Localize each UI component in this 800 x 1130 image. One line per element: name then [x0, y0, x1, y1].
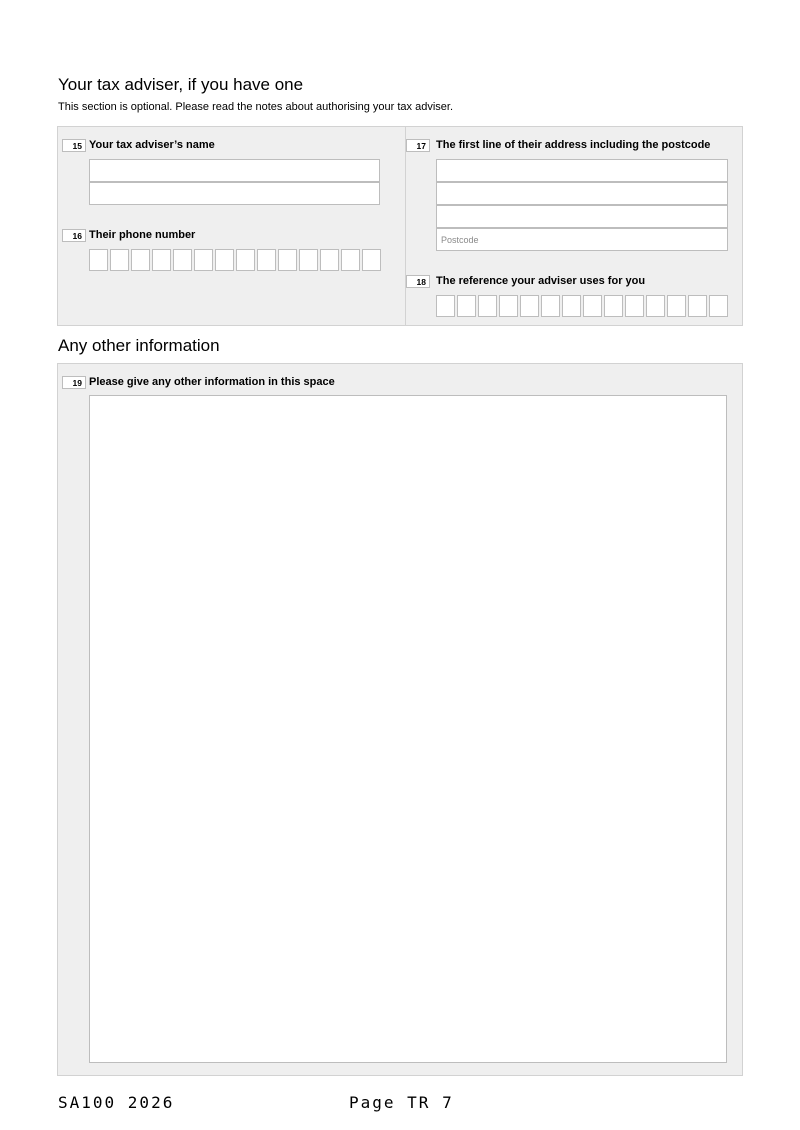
other-information-textarea[interactable] [89, 395, 727, 1063]
phone-digit-box[interactable] [173, 249, 192, 271]
section-title-tax-adviser: Your tax adviser, if you have one [58, 75, 304, 94]
phone-digit-box[interactable] [194, 249, 213, 271]
reference-char-box[interactable] [646, 295, 665, 317]
reference-char-box[interactable] [604, 295, 623, 317]
reference-char-box[interactable] [457, 295, 476, 317]
adviser-postcode-field[interactable] [436, 228, 728, 251]
phone-digit-box[interactable] [89, 249, 108, 271]
other-information-panel [57, 363, 743, 1076]
phone-digit-box[interactable] [362, 249, 381, 271]
phone-digit-box[interactable] [320, 249, 339, 271]
question-label-17: The first line of their address including the postcode [436, 139, 711, 151]
question-label-16: Their phone number [89, 229, 196, 241]
reference-char-box[interactable] [541, 295, 560, 317]
reference-char-box[interactable] [562, 295, 581, 317]
reference-char-box[interactable] [667, 295, 686, 317]
question-number-18: 18 [406, 275, 430, 288]
question-number-17: 17 [406, 139, 430, 152]
phone-digit-box[interactable] [341, 249, 360, 271]
column-divider [405, 127, 406, 325]
phone-digit-box[interactable] [110, 249, 129, 271]
section-title-other-information: Any other information [58, 336, 220, 355]
adviser-name-field-line2[interactable] [89, 182, 380, 205]
page-number: Page TR 7 [349, 1093, 454, 1112]
question-number-19: 19 [62, 376, 86, 389]
reference-char-box[interactable] [520, 295, 539, 317]
adviser-address-line2[interactable] [436, 182, 728, 205]
reference-char-box[interactable] [499, 295, 518, 317]
reference-char-box[interactable] [478, 295, 497, 317]
adviser-address-line1[interactable] [436, 159, 728, 182]
tax-adviser-panel [57, 126, 743, 326]
reference-char-box[interactable] [583, 295, 602, 317]
form-id: SA100 2026 [58, 1093, 175, 1112]
phone-number-boxes[interactable] [89, 249, 381, 272]
reference-char-box[interactable] [625, 295, 644, 317]
phone-digit-box[interactable] [278, 249, 297, 271]
question-label-18: The reference your adviser uses for you [436, 275, 646, 287]
question-label-15: Your tax adviser’s name [89, 139, 215, 151]
question-number-15: 15 [62, 139, 86, 152]
question-number-16: 16 [62, 229, 86, 242]
reference-char-box[interactable] [688, 295, 707, 317]
reference-char-box[interactable] [709, 295, 728, 317]
reference-char-box[interactable] [436, 295, 455, 317]
adviser-address-line3[interactable] [436, 205, 728, 228]
phone-digit-box[interactable] [152, 249, 171, 271]
phone-digit-box[interactable] [257, 249, 276, 271]
phone-digit-box[interactable] [131, 249, 150, 271]
phone-digit-box[interactable] [215, 249, 234, 271]
phone-digit-box[interactable] [236, 249, 255, 271]
adviser-reference-boxes[interactable] [436, 295, 729, 318]
adviser-name-field-line1[interactable] [89, 159, 380, 182]
phone-digit-box[interactable] [299, 249, 318, 271]
postcode-placeholder: Postcode [441, 235, 479, 245]
question-label-19: Please give any other information in this space [89, 376, 335, 388]
section-note: This section is optional. Please read the notes about authorising your tax adviser. [58, 101, 454, 113]
